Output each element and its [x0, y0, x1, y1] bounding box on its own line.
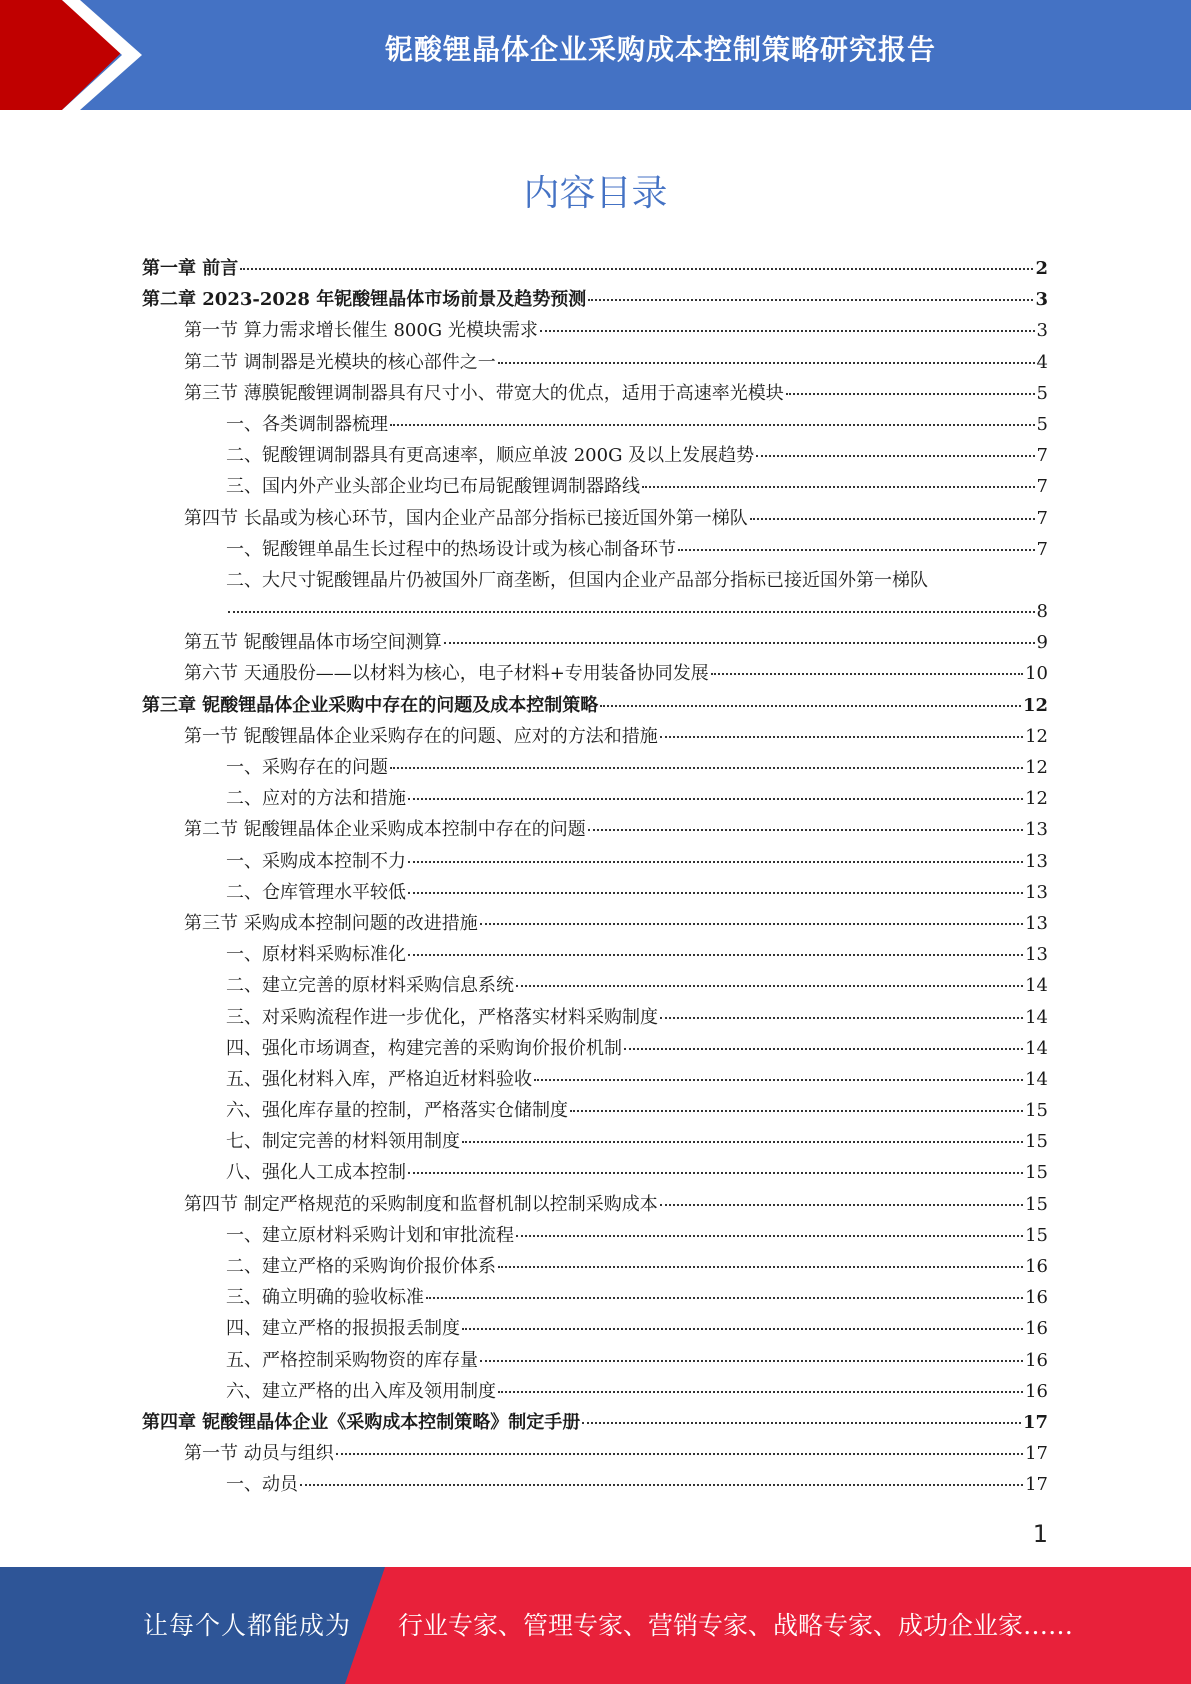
toc-entry-text: 第三节 采购成本控制问题的改进措施 [184, 912, 478, 934]
toc-leader-dots [516, 984, 1023, 987]
toc-entry-text: 第一章 前言 [142, 258, 239, 279]
toc-leader-dots [408, 860, 1023, 863]
toc-leader-dots [660, 735, 1023, 738]
toc-entry-page: 12 [1025, 725, 1048, 747]
toc-entry[interactable] [142, 1251, 1048, 1282]
toc-entry-page: 15 [1025, 1131, 1048, 1153]
toc-leader-dots [426, 1296, 1023, 1299]
toc-entry[interactable] [142, 1376, 1048, 1407]
toc-entry-page: 17 [1025, 1474, 1048, 1496]
toc-entry-text: 七、制定完善的材料领用制度 [226, 1131, 460, 1153]
footer-slogan-right: 行业专家、管理专家、营销专家、战略专家、成功企业家…… [398, 1611, 1074, 1640]
toc-entry[interactable] [142, 1157, 1048, 1188]
toc-entry[interactable] [142, 471, 1048, 502]
toc-entry-page: 13 [1025, 819, 1048, 841]
toc-entry-text: 三、对采购流程作进一步优化，严格落实材料采购制度 [226, 1006, 658, 1028]
toc-entry-text: 三、国内外产业头部企业均已布局铌酸锂调制器路线 [226, 476, 640, 498]
toc-entry-page: 2 [1035, 258, 1048, 279]
toc-entry[interactable] [142, 970, 1048, 1001]
footer-banner [0, 1567, 1191, 1684]
toc-entry[interactable] [142, 846, 1048, 877]
toc-entry-text: 第四章 铌酸锂晶体企业《采购成本控制策略》制定手册 [142, 1411, 581, 1433]
toc-entry-text: 第三节 薄膜铌酸锂调制器具有尺寸小、带宽大的优点，适用于高速率光模块 [184, 382, 784, 404]
toc-entry-text: 第一节 算力需求增长催生 800G 光模块需求 [184, 320, 538, 342]
toc-entry[interactable] [142, 783, 1048, 814]
toc-entry-text: 二、大尺寸铌酸锂晶片仍被国外厂商垄断，但国内企业产品部分指标已接近国外第一梯队 [226, 569, 928, 591]
toc-entry-page: 7 [1036, 538, 1048, 560]
toc-entry-page: 5 [1036, 413, 1048, 435]
toc-entry-page: 14 [1025, 1037, 1048, 1059]
toc-entry-text: 二、建立严格的采购询价报价体系 [226, 1256, 496, 1277]
toc-entry[interactable] [142, 284, 1048, 315]
toc-leader-dots [498, 361, 1035, 364]
toc-entry-text: 四、强化市场调查，构建完善的采购询价报价机制 [226, 1037, 622, 1059]
toc-entry-page: 13 [1025, 850, 1048, 872]
toc-entry-page: 13 [1025, 944, 1048, 966]
toc-entry-page: 12 [1025, 757, 1048, 778]
toc-entry-page: 14 [1025, 1068, 1048, 1090]
page-number: 1 [1032, 1520, 1048, 1548]
toc-entry[interactable] [142, 814, 1048, 845]
toc-leader-dots [300, 1483, 1023, 1486]
toc-entry-text: 一、铌酸锂单晶生长过程中的热场设计或为核心制备环节 [226, 538, 676, 560]
toc-entry[interactable] [142, 908, 1048, 939]
toc-entry-text: 六、建立严格的出入库及领用制度 [226, 1380, 496, 1402]
toc-leader-dots [408, 797, 1023, 800]
toc-entry-page: 10 [1025, 663, 1048, 685]
toc-entry-text: 第二节 铌酸锂晶体企业采购成本控制中存在的问题 [184, 819, 586, 841]
toc-leader-dots [462, 1140, 1023, 1143]
toc-entry-page: 16 [1025, 1318, 1048, 1340]
toc-entry-text: 第五节 铌酸锂晶体市场空间测算 [184, 632, 442, 654]
toc-leader-dots [570, 1109, 1023, 1112]
header-arrow-graphic [0, 0, 160, 110]
toc-entry-text: 第四节 制定严格规范的采购制度和监督机制以控制采购成本 [184, 1193, 658, 1215]
toc-entry-page: 16 [1025, 1380, 1048, 1402]
toc-entry-text: 一、采购成本控制不力 [226, 850, 406, 872]
toc-entry-text: 第四节 长晶或为核心环节，国内企业产品部分指标已接近国外第一梯队 [184, 507, 748, 529]
toc-entry[interactable] [142, 1345, 1048, 1376]
toc-entry-page: 13 [1025, 881, 1048, 903]
toc-leader-dots [582, 1421, 1021, 1424]
toc-entry-text: 一、建立原材料采购计划和审批流程 [226, 1224, 514, 1246]
toc-leader-dots [444, 641, 1035, 644]
toc-entry-page: 7 [1036, 445, 1048, 467]
toc-entry-text: 第一节 铌酸锂晶体企业采购存在的问题、应对的方法和措施 [184, 725, 658, 747]
toc-entry-page: 14 [1025, 1006, 1048, 1028]
toc-entry-text: 二、建立完善的原材料采购信息系统 [226, 975, 514, 997]
toc-entry[interactable] [142, 1095, 1048, 1126]
toc-entry-page: 16 [1025, 1349, 1048, 1371]
toc-entry-text: 八、强化人工成本控制 [226, 1162, 406, 1184]
toc-entry[interactable] [142, 1064, 1048, 1095]
toc-leader-dots [588, 828, 1023, 831]
toc-entry-page: 15 [1025, 1224, 1048, 1246]
toc-entry-text: 一、采购存在的问题 [226, 757, 388, 778]
toc-leader-dots [660, 1016, 1023, 1019]
toc-entry-text: 第三章 铌酸锂晶体企业采购中存在的问题及成本控制策略 [142, 694, 599, 716]
toc-leader-dots [408, 891, 1023, 894]
toc-leader-dots [756, 454, 1034, 457]
toc-leader-dots [390, 766, 1023, 769]
toc-entry[interactable] [142, 534, 1048, 565]
toc-entry[interactable] [142, 1126, 1048, 1157]
toc-leader-dots [408, 953, 1023, 956]
toc-entry[interactable] [142, 440, 1048, 471]
toc-entry-text: 第六节 天通股份——以材料为核心，电子材料+专用装备协同发展 [184, 663, 709, 685]
toc-entry-page: 16 [1025, 1256, 1048, 1277]
toc-leader-dots [516, 1234, 1023, 1237]
toc-entry[interactable] [142, 1313, 1048, 1344]
toc-entry-text: 第一节 动员与组织 [184, 1443, 334, 1465]
toc-leader-dots [534, 1078, 1023, 1081]
toc-entry[interactable] [142, 1189, 1048, 1220]
toc-entry-text: 五、强化材料入库，严格迫近材料验收 [226, 1068, 532, 1090]
toc-entry-text: 二、铌酸锂调制器具有更高速率，顺应单波 200G 及以上发展趋势 [226, 445, 755, 467]
toc-leader-dots [660, 1203, 1023, 1206]
toc-entry-page: 13 [1025, 912, 1048, 934]
toc-leader-dots [678, 548, 1035, 551]
toc-leader-dots [498, 1390, 1023, 1393]
toc-entry[interactable] [142, 1282, 1048, 1313]
toc-entry[interactable] [142, 690, 1048, 721]
toc-heading: 内容目录 [523, 173, 668, 214]
toc-entry-page: 3 [1036, 320, 1048, 342]
toc-leader-dots [588, 298, 1033, 301]
toc-entry[interactable] [142, 1407, 1048, 1438]
toc-entry[interactable] [142, 1033, 1048, 1064]
toc-entry[interactable] [142, 1220, 1048, 1251]
toc-leader-dots [480, 922, 1023, 925]
toc-leader-dots [390, 423, 1035, 426]
toc-leader-dots [480, 1359, 1023, 1362]
toc-entry-page: 3 [1035, 289, 1048, 311]
toc-entry[interactable] [142, 565, 1048, 627]
toc-entry-page: 15 [1025, 1162, 1048, 1184]
toc-entry[interactable] [142, 503, 1048, 534]
toc-entry-page: 4 [1036, 351, 1048, 373]
toc-entry-page: 8 [1036, 601, 1048, 623]
toc-entry-text: 四、建立严格的报损报丢制度 [226, 1318, 460, 1340]
toc-entry-page: 5 [1036, 382, 1048, 404]
toc-entry-text: 六、强化库存量的控制，严格落实仓储制度 [226, 1100, 568, 1122]
toc-entry-text: 五、严格控制采购物资的库存量 [226, 1349, 478, 1371]
toc-entry-page: 12 [1025, 788, 1048, 810]
toc-entry-text: 一、各类调制器梳理 [226, 413, 388, 435]
toc-entry[interactable] [142, 378, 1048, 409]
toc-entry-text: 一、动员 [226, 1474, 298, 1496]
toc-leader-dots [540, 329, 1035, 332]
toc-entry-text: 二、仓库管理水平较低 [226, 881, 406, 903]
toc-leader-dots [786, 392, 1035, 395]
toc-leader-dots [642, 485, 1035, 488]
toc-entry-text: 二、应对的方法和措施 [226, 788, 406, 810]
toc-leader-dots [624, 1047, 1023, 1050]
toc-entry[interactable] [142, 627, 1048, 658]
toc-entry-text: 第二节 调制器是光模块的核心部件之一 [184, 351, 496, 373]
header-banner [0, 0, 1191, 110]
toc-leader-dots [750, 517, 1035, 520]
toc-entry-text: 三、确立明确的验收标准 [226, 1287, 424, 1309]
toc-entry-page: 9 [1036, 632, 1048, 654]
toc-leader-dots [228, 610, 1035, 613]
toc-entry-page: 15 [1025, 1193, 1048, 1215]
toc-leader-dots [336, 1452, 1023, 1455]
footer-slogan-left: 让每个人都能成为 [143, 1611, 352, 1640]
toc-leader-dots [600, 704, 1021, 707]
toc-entry[interactable] [142, 752, 1048, 783]
table-of-contents [142, 253, 1048, 1501]
toc-entry-page: 7 [1036, 507, 1048, 529]
toc-entry[interactable] [142, 877, 1048, 908]
toc-entry[interactable] [142, 1469, 1048, 1500]
toc-entry[interactable] [142, 1002, 1048, 1033]
toc-entry-page: 12 [1022, 694, 1048, 716]
toc-entry-page: 17 [1022, 1411, 1048, 1433]
toc-leader-dots [240, 267, 1033, 270]
toc-entry-page: 16 [1025, 1287, 1048, 1309]
toc-entry[interactable] [142, 315, 1048, 346]
toc-entry-text: 一、原材料采购标准化 [226, 944, 406, 966]
toc-entry-page: 14 [1025, 975, 1048, 997]
toc-leader-dots [408, 1171, 1023, 1174]
toc-leader-dots [711, 672, 1023, 675]
toc-entry-page: 15 [1025, 1100, 1048, 1122]
toc-entry[interactable] [142, 347, 1048, 378]
toc-entry-text: 第二章 2023-2028 年铌酸锂晶体市场前景及趋势预测 [142, 289, 587, 311]
toc-entry-page: 17 [1025, 1443, 1048, 1465]
toc-entry[interactable] [142, 409, 1048, 440]
toc-entry-page: 7 [1036, 476, 1048, 498]
toc-entry[interactable] [142, 1438, 1048, 1469]
toc-entry[interactable] [142, 939, 1048, 970]
report-title: 铌酸锂晶体企业采购成本控制策略研究报告 [384, 33, 936, 66]
toc-entry[interactable] [142, 658, 1048, 689]
toc-leader-dots [498, 1265, 1023, 1268]
toc-entry[interactable] [142, 253, 1048, 284]
toc-leader-dots [462, 1327, 1023, 1330]
toc-entry[interactable] [142, 721, 1048, 752]
